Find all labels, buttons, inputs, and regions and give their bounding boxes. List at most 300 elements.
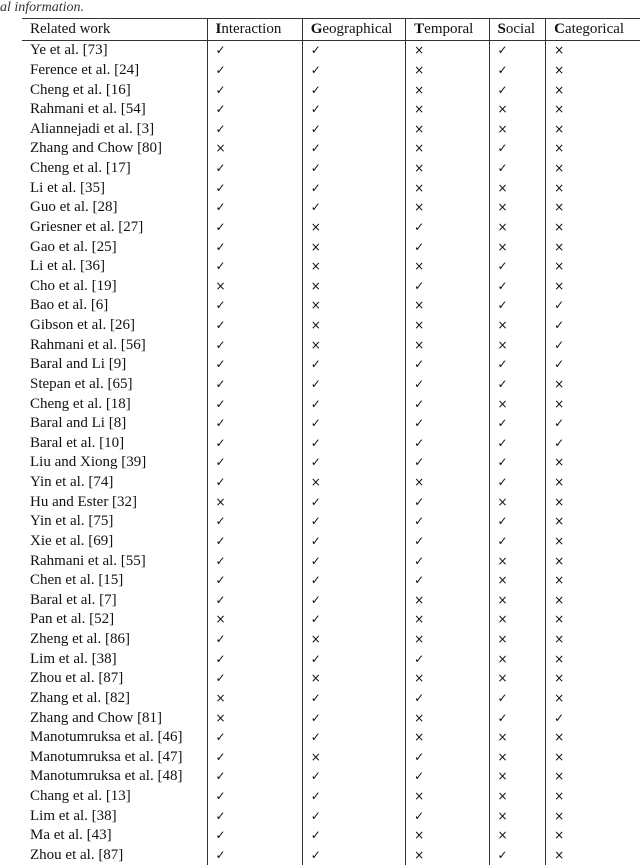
related-work-cell: Li et al. [35] [30,179,105,196]
cross-mark-icon: × [310,318,321,333]
table-row [22,237,640,257]
check-mark-icon: ✓ [310,180,321,195]
cross-mark-icon: × [554,475,565,490]
interaction-cell [207,394,302,414]
check-mark-icon: ✓ [414,278,425,293]
check-mark-icon: ✓ [310,141,321,156]
check-mark-icon: ✓ [215,219,226,234]
social-cell [489,159,546,179]
table-caption-fragment: al information. [0,0,85,15]
temporal-cell [406,198,489,218]
check-mark-icon: ✓ [310,514,321,529]
cross-mark-icon: × [414,318,425,333]
interaction-cell [207,591,302,611]
related-work-cell: Yin et al. [74] [30,474,114,491]
check-mark-icon: ✓ [497,357,508,372]
check-mark-icon: ✓ [215,435,226,450]
cross-mark-icon: × [497,651,508,666]
check-mark-icon: ✓ [310,357,321,372]
interaction-cell [207,826,302,846]
check-mark-icon: ✓ [497,847,508,862]
check-mark-icon: ✓ [310,533,321,548]
social-cell [489,178,546,198]
related-work-cell: Rahmani et al. [54] [30,101,146,118]
categorical-cell [546,120,640,140]
header-initial: G [310,21,323,37]
table-row [22,689,640,709]
related-work-cell: Xie et al. [69] [30,532,114,549]
related-work-cell: Cheng et al. [16] [30,81,131,98]
interaction-cell [207,139,302,159]
table-row [22,61,640,81]
check-mark-icon: ✓ [310,808,321,823]
check-mark-icon: ✓ [414,416,425,431]
cross-mark-icon: × [414,161,425,176]
table-row [22,277,640,297]
social-cell [489,414,546,434]
categorical-cell [546,610,640,630]
check-mark-icon: ✓ [497,161,508,176]
cross-mark-icon: × [497,573,508,588]
cross-mark-icon: × [554,200,565,215]
check-mark-icon: ✓ [414,239,425,254]
table-row [22,139,640,159]
check-mark-icon: ✓ [215,455,226,470]
temporal-cell [406,139,489,159]
geographical-cell [302,669,405,689]
check-mark-icon: ✓ [497,533,508,548]
cross-mark-icon: × [554,808,565,823]
check-mark-icon: ✓ [554,416,565,431]
cross-mark-icon: × [310,671,321,686]
geographical-cell [302,591,405,611]
categorical-cell [546,649,640,669]
temporal-cell [406,218,489,238]
geographical-cell [302,394,405,414]
check-mark-icon: ✓ [215,749,226,764]
related-work-cell: Yin et al. [75] [30,513,114,530]
check-mark-icon: ✓ [215,671,226,686]
check-mark-icon: ✓ [215,573,226,588]
categorical-cell [546,178,640,198]
cross-mark-icon: × [215,690,226,705]
temporal-cell [406,41,489,61]
geographical-cell [302,414,405,434]
categorical-cell [546,375,640,395]
related-work-cell: Ma et al. [43] [30,827,112,844]
check-mark-icon: ✓ [215,828,226,843]
table-row [22,787,640,807]
check-mark-icon: ✓ [310,710,321,725]
related-work-cell: Cheng et al. [17] [30,160,131,177]
categorical-cell [546,139,640,159]
social-cell [489,512,546,532]
social-cell [489,198,546,218]
interaction-cell [207,571,302,591]
social-cell [489,787,546,807]
interaction-cell [207,159,302,179]
categorical-cell [546,571,640,591]
interaction-cell [207,120,302,140]
header-initial: T [414,21,425,37]
related-work-cell: Bao et al. [6] [30,297,109,314]
cross-mark-icon: × [554,494,565,509]
check-mark-icon: ✓ [310,200,321,215]
check-mark-icon: ✓ [414,376,425,391]
categorical-cell [546,218,640,238]
temporal-cell [406,649,489,669]
interaction-cell [207,375,302,395]
social-cell [489,100,546,120]
related-work-cell: Hu and Ester [32] [30,493,138,510]
interaction-cell [207,708,302,728]
table-row [22,198,640,218]
geographical-cell [302,551,405,571]
social-cell [489,120,546,140]
categorical-cell [546,394,640,414]
table-row [22,159,640,179]
interaction-cell [207,335,302,355]
cross-mark-icon: × [310,337,321,352]
related-work-cell: Guo et al. [28] [30,199,118,216]
check-mark-icon: ✓ [215,651,226,666]
cross-mark-icon: × [310,239,321,254]
check-mark-icon: ✓ [215,43,226,58]
geographical-cell [302,257,405,277]
temporal-cell [406,277,489,297]
table-row [22,375,640,395]
table-row [22,434,640,454]
check-mark-icon: ✓ [215,298,226,313]
check-mark-icon: ✓ [215,769,226,784]
check-mark-icon: ✓ [215,847,226,862]
interaction-cell [207,355,302,375]
header-initial: I [215,21,222,37]
cross-mark-icon: × [554,789,565,804]
related-work-cell: Baral et al. [10] [30,434,125,451]
check-mark-icon: ✓ [310,730,321,745]
cross-mark-icon: × [414,475,425,490]
cross-mark-icon: × [554,376,565,391]
cross-mark-icon: × [497,553,508,568]
check-mark-icon: ✓ [310,612,321,627]
cross-mark-icon: × [497,239,508,254]
check-mark-icon: ✓ [310,435,321,450]
cross-mark-icon: × [215,141,226,156]
cross-mark-icon: × [310,632,321,647]
interaction-cell [207,178,302,198]
check-mark-icon: ✓ [414,808,425,823]
cross-mark-icon: × [554,219,565,234]
cross-mark-icon: × [497,671,508,686]
table-row [22,708,640,728]
table-row [22,218,640,238]
check-mark-icon: ✓ [215,259,226,274]
temporal-cell [406,375,489,395]
temporal-cell [406,846,489,866]
related-work-cell: Chen et al. [15] [30,572,124,589]
cross-mark-icon: × [414,102,425,117]
temporal-cell [406,492,489,512]
cross-mark-icon: × [414,82,425,97]
table-header-row [22,19,640,41]
categorical-cell [546,473,640,493]
related-work-cell: Gao et al. [25] [30,238,117,255]
cross-mark-icon: × [497,219,508,234]
geographical-cell [302,453,405,473]
temporal-cell [406,414,489,434]
interaction-cell [207,237,302,257]
temporal-cell [406,787,489,807]
geographical-cell [302,296,405,316]
interaction-cell [207,649,302,669]
social-cell [489,316,546,336]
check-mark-icon: ✓ [497,43,508,58]
cross-mark-icon: × [310,475,321,490]
temporal-cell [406,61,489,81]
cross-mark-icon: × [554,278,565,293]
categorical-cell [546,296,640,316]
geographical-cell [302,375,405,395]
related-work-cell: Li et al. [36] [30,258,105,275]
social-cell [489,61,546,81]
temporal-cell [406,257,489,277]
related-work-cell: Cho et al. [19] [30,277,117,294]
cross-mark-icon: × [497,102,508,117]
categorical-cell [546,787,640,807]
table-row [22,728,640,748]
cross-mark-icon: × [414,200,425,215]
social-cell [489,375,546,395]
related-work-cell: Zhang et al. [82] [30,689,130,706]
cross-mark-icon: × [497,612,508,627]
check-mark-icon: ✓ [414,514,425,529]
related-work-cell: Lim et al. [38] [30,807,117,824]
check-mark-icon: ✓ [497,455,508,470]
header-categorical [546,19,640,41]
table-row [22,669,640,689]
temporal-cell [406,100,489,120]
related-work-cell: Ference et al. [24] [30,61,140,78]
related-work-cell: Cheng et al. [18] [30,395,131,412]
interaction-cell [207,532,302,552]
table-row [22,610,640,630]
header-social [489,19,546,41]
social-cell [489,277,546,297]
related-work-cell: Zhou et al. [87] [30,670,124,687]
social-cell [489,492,546,512]
social-cell [489,708,546,728]
geographical-cell [302,571,405,591]
categorical-cell [546,630,640,650]
check-mark-icon: ✓ [414,553,425,568]
cross-mark-icon: × [414,671,425,686]
interaction-cell [207,806,302,826]
temporal-cell [406,728,489,748]
interaction-cell [207,728,302,748]
check-mark-icon: ✓ [310,396,321,411]
related-work-cell: Manotumruksa et al. [47] [30,748,183,765]
cross-mark-icon: × [215,494,226,509]
check-mark-icon: ✓ [310,376,321,391]
related-work-cell: Zhang and Chow [80] [30,140,163,157]
cross-mark-icon: × [215,710,226,725]
table-row [22,551,640,571]
social-cell [489,767,546,787]
categorical-cell [546,551,640,571]
temporal-cell [406,591,489,611]
categorical-cell [546,492,640,512]
check-mark-icon: ✓ [497,514,508,529]
table-row [22,335,640,355]
cross-mark-icon: × [554,612,565,627]
social-cell [489,453,546,473]
interaction-cell [207,257,302,277]
categorical-cell [546,767,640,787]
cross-mark-icon: × [554,573,565,588]
geographical-cell [302,335,405,355]
cross-mark-icon: × [554,769,565,784]
check-mark-icon: ✓ [310,62,321,77]
check-mark-icon: ✓ [215,357,226,372]
check-mark-icon: ✓ [215,121,226,136]
temporal-cell [406,571,489,591]
check-mark-icon: ✓ [497,690,508,705]
categorical-cell [546,806,640,826]
table-row [22,355,640,375]
cross-mark-icon: × [497,318,508,333]
check-mark-icon: ✓ [310,690,321,705]
check-mark-icon: ✓ [414,435,425,450]
table-row [22,473,640,493]
check-mark-icon: ✓ [554,298,565,313]
check-mark-icon: ✓ [310,828,321,843]
check-mark-icon: ✓ [414,455,425,470]
related-work-cell: Liu and Xiong [39] [30,454,147,471]
temporal-cell [406,355,489,375]
social-cell [489,649,546,669]
categorical-cell [546,591,640,611]
table-row [22,826,640,846]
cross-mark-icon: × [414,62,425,77]
geographical-cell [302,316,405,336]
cross-mark-icon: × [497,200,508,215]
check-mark-icon: ✓ [215,514,226,529]
cross-mark-icon: × [554,533,565,548]
check-mark-icon: ✓ [215,730,226,745]
interaction-cell [207,473,302,493]
cross-mark-icon: × [414,847,425,862]
categorical-cell [546,669,640,689]
related-work-cell: Aliannejadi et al. [3] [30,120,155,137]
check-mark-icon: ✓ [497,82,508,97]
header-label: ocial [505,21,536,37]
geographical-cell [302,277,405,297]
table-row [22,767,640,787]
check-mark-icon: ✓ [310,161,321,176]
cross-mark-icon: × [554,749,565,764]
check-mark-icon: ✓ [414,690,425,705]
temporal-cell [406,237,489,257]
check-mark-icon: ✓ [414,749,425,764]
temporal-cell [406,159,489,179]
geographical-cell [302,630,405,650]
check-mark-icon: ✓ [215,161,226,176]
social-cell [489,669,546,689]
cross-mark-icon: × [497,769,508,784]
cross-mark-icon: × [554,102,565,117]
table-row [22,532,640,552]
geographical-cell [302,434,405,454]
categorical-cell [546,748,640,768]
interaction-cell [207,316,302,336]
geographical-cell [302,806,405,826]
temporal-cell [406,80,489,100]
table-row [22,630,640,650]
cross-mark-icon: × [497,592,508,607]
check-mark-icon: ✓ [310,43,321,58]
header-label: emporal [424,21,474,37]
interaction-cell [207,218,302,238]
cross-mark-icon: × [554,592,565,607]
check-mark-icon: ✓ [497,475,508,490]
check-mark-icon: ✓ [554,318,565,333]
check-mark-icon: ✓ [215,416,226,431]
cross-mark-icon: × [414,298,425,313]
interaction-cell [207,100,302,120]
check-mark-icon: ✓ [215,789,226,804]
cross-mark-icon: × [497,749,508,764]
interaction-cell [207,198,302,218]
check-mark-icon: ✓ [215,376,226,391]
check-mark-icon: ✓ [310,573,321,588]
temporal-cell [406,748,489,768]
check-mark-icon: ✓ [310,769,321,784]
categorical-cell [546,237,640,257]
check-mark-icon: ✓ [497,298,508,313]
check-mark-icon: ✓ [497,710,508,725]
cross-mark-icon: × [414,828,425,843]
categorical-cell [546,826,640,846]
cross-mark-icon: × [497,121,508,136]
temporal-cell [406,473,489,493]
temporal-cell [406,316,489,336]
categorical-cell [546,414,640,434]
categorical-cell [546,708,640,728]
related-work-cell: Manotumruksa et al. [48] [30,768,183,785]
geographical-cell [302,689,405,709]
table-row [22,414,640,434]
cross-mark-icon: × [310,298,321,313]
cross-mark-icon: × [414,337,425,352]
cross-mark-icon: × [554,141,565,156]
table-row [22,178,640,198]
cross-mark-icon: × [554,259,565,274]
social-cell [489,355,546,375]
check-mark-icon: ✓ [414,219,425,234]
interaction-cell [207,492,302,512]
cross-mark-icon: × [554,161,565,176]
cross-mark-icon: × [554,847,565,862]
table-row [22,453,640,473]
social-cell [489,806,546,826]
geographical-cell [302,178,405,198]
categorical-cell [546,61,640,81]
cross-mark-icon: × [414,141,425,156]
geographical-cell [302,41,405,61]
interaction-cell [207,748,302,768]
interaction-cell [207,551,302,571]
